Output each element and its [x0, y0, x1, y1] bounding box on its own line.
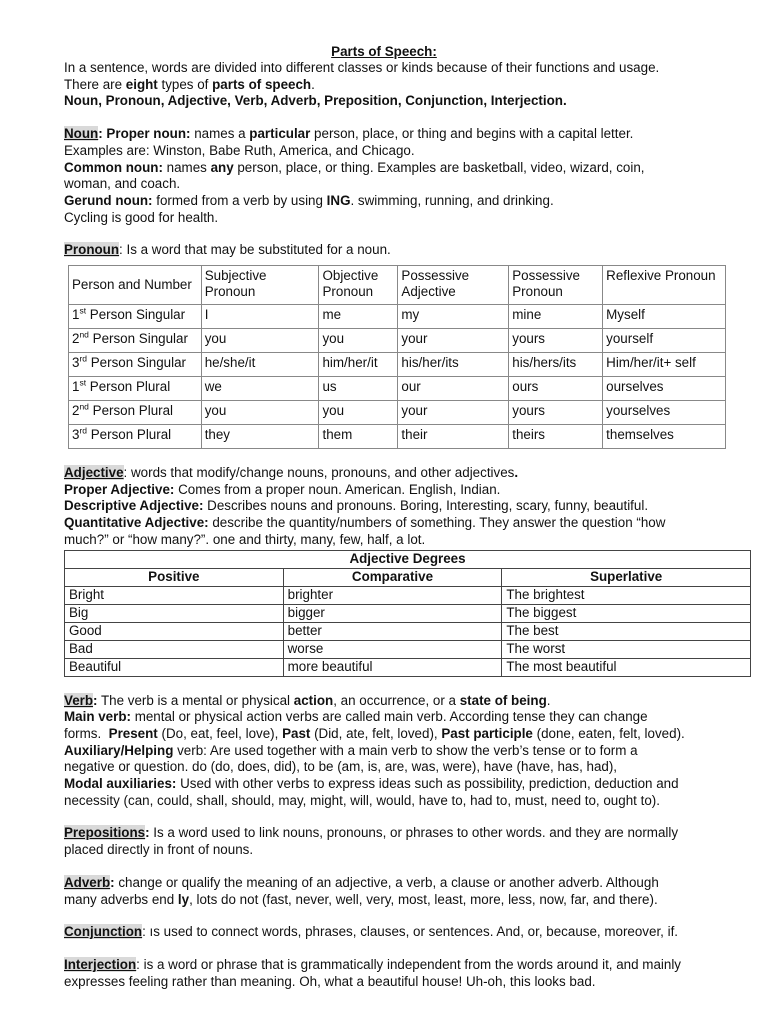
verb-text: (done, eaten, felt, loved).: [532, 725, 685, 741]
noun-proper: [64, 126, 704, 143]
pronoun-text: : Is a word that may be substituted for a noun.: [119, 242, 391, 258]
table-row: [69, 377, 726, 401]
person-cell: 1st Person Singular: [69, 305, 202, 329]
interjection-definition: [64, 957, 704, 974]
noun-text: person, place, or thing. Examples are basketball, video, wizard, coin,: [233, 159, 645, 175]
pronoun-cell: we: [201, 377, 319, 401]
adjective-header-cell: Positive: [65, 568, 284, 586]
pronoun-heading: Pronoun: [64, 242, 120, 258]
pronoun-cell: yourself: [603, 329, 726, 353]
pronoun-cell: my: [398, 305, 509, 329]
table-row: [69, 305, 726, 329]
pronoun-cell: Him/her/it+ self: [603, 353, 726, 377]
pronoun-cell: your: [398, 329, 509, 353]
intro-line-2: [64, 77, 704, 94]
adjective-heading: Adjective: [64, 465, 124, 481]
pronoun-table-header: [69, 266, 726, 305]
noun-gerund: [64, 193, 704, 210]
person-cell: 2nd Person Plural: [69, 401, 202, 425]
proper-adjective-label: Proper Adjective:: [64, 481, 175, 497]
adjective-cell: The worst: [502, 640, 751, 658]
verb-colon: :: [93, 692, 98, 708]
pronoun-cell: he/she/it: [201, 353, 319, 377]
pronoun-cell: yourselves: [603, 401, 726, 425]
pronoun-cell: you: [201, 329, 319, 353]
adjective-header-cell: Superlative: [502, 568, 751, 586]
adjective-quantitative: [64, 515, 704, 532]
pronoun-header-cell: Reflexive Pronoun: [603, 266, 726, 305]
adverb-definition-cont: [64, 892, 704, 909]
adjective-cell: more beautiful: [283, 658, 502, 676]
verb-text: (Do, eat, feel, love),: [157, 725, 283, 741]
adjective-descriptive: [64, 498, 704, 515]
pronoun-header-cell: Subjective Pronoun: [201, 266, 319, 305]
intro-text: types of: [157, 76, 213, 92]
pronoun-cell: their: [398, 425, 509, 449]
verb-definition: [64, 693, 704, 710]
pronoun-cell: themselves: [603, 425, 726, 449]
verb-modal: [64, 776, 704, 793]
verb-text: mental or physical action verbs are called main verb. According tense they can change: [130, 709, 648, 725]
past-label: Past: [282, 725, 311, 741]
adjective-cell: Bright: [65, 586, 284, 604]
adjective-cell: The best: [502, 622, 751, 640]
adverb-definition: [64, 875, 704, 892]
noun-text: . swimming, running, and drinking.: [350, 192, 554, 208]
pronoun-definition: [64, 242, 704, 259]
adverb-heading: Adverb: [64, 874, 111, 890]
noun-text: person, place, or thing and begins with a capital letter.: [310, 126, 634, 142]
adjective-proper: [64, 482, 704, 499]
present-label: Present: [108, 725, 158, 741]
verb-text: The verb is a mental or physical: [97, 692, 294, 708]
page-title: Parts of Speech:: [331, 44, 437, 59]
verb-text: , an occurrence, or a: [333, 692, 460, 708]
noun-common-cont: woman, and coach.: [64, 176, 181, 192]
noun-any: any: [210, 159, 234, 175]
verb-heading: Verb: [64, 692, 94, 708]
auxiliary-label: Auxiliary/Helping: [64, 742, 174, 758]
verb-auxiliary-cont: negative or question. do (do, does, did), to be (am, is, are, was, were), have (have, has, had),: [64, 759, 618, 775]
pronoun-header-cell: Objective Pronoun: [319, 266, 398, 305]
noun-particular: particular: [249, 126, 311, 142]
pronoun-cell: you: [319, 401, 398, 425]
verb-state: state of being: [459, 692, 547, 708]
noun-text: names a: [190, 126, 250, 142]
interjection-definition-cont: expresses feeling rather than meaning. Oh, what a beautiful house! Uh-oh, this looks bad.: [64, 973, 596, 989]
interjection-heading: Interjection: [64, 956, 137, 972]
adjective-cell: brighter: [283, 586, 502, 604]
adverb-text: change or qualify the meaning of an adjective, a verb, a clause or another adverb. Although: [114, 874, 659, 890]
noun-colon: :: [98, 126, 103, 142]
adjective-text: describe the quantity/numbers of something. They answer the question “how: [208, 515, 666, 531]
adjective-cell: worse: [283, 640, 502, 658]
table-row: [65, 604, 751, 622]
verb-action: action: [293, 692, 334, 708]
adjective-text: : words that modify/change nouns, pronouns, and other adjectives: [123, 465, 515, 481]
verb-text: forms.: [64, 725, 109, 741]
intro-parts: parts of speech: [212, 76, 312, 92]
pronoun-cell: you: [319, 329, 398, 353]
adjective-header-cell: Comparative: [283, 568, 502, 586]
noun-gerund-example: Cycling is good for health.: [64, 209, 219, 225]
person-cell: 3rd Person Plural: [69, 425, 202, 449]
quantitative-adjective-label: Quantitative Adjective:: [64, 515, 209, 531]
verb-text: verb: Are used together with a main verb to show the verb’s tense or to form a: [173, 742, 638, 758]
preposition-definition: [64, 825, 704, 842]
interjection-text: : is a word or phrase that is grammatically independent from the words around it, and mainly: [136, 956, 681, 972]
pronoun-header-cell: Possessive Pronoun: [509, 266, 603, 305]
adjective-cell: The brightest: [502, 586, 751, 604]
table-row: [65, 658, 751, 676]
pronoun-cell: you: [201, 401, 319, 425]
adjective-table-title: Adjective Degrees: [65, 550, 751, 568]
adverb-ly: ly: [177, 891, 190, 907]
table-row: [65, 640, 751, 658]
adjective-cell: The biggest: [502, 604, 751, 622]
pronoun-cell: I: [201, 305, 319, 329]
pronoun-cell: him/her/it: [319, 353, 398, 377]
pronoun-header-cell: Possessive Adjective: [398, 266, 509, 305]
table-row: [69, 329, 726, 353]
preposition-text: Is a word used to link nouns, pronouns, or phrases to other words. and they are normally: [149, 825, 679, 841]
adjective-cell: Big: [65, 604, 284, 622]
pronoun-cell: us: [319, 377, 398, 401]
table-row: [69, 425, 726, 449]
table-row: [65, 622, 751, 640]
intro-text: .: [311, 76, 315, 92]
verb-forms: [64, 726, 704, 743]
common-noun-label: Common noun:: [64, 159, 163, 175]
verb-text: .: [546, 692, 551, 708]
table-header-row: [65, 568, 751, 586]
preposition-colon: :: [145, 825, 150, 841]
verb-text: (Did, ate, felt, loved),: [310, 725, 442, 741]
adjective-text: Comes from a proper noun. American. English, Indian.: [174, 481, 501, 497]
adverb-text: many adverbs end: [64, 891, 178, 907]
descriptive-adjective-label: Descriptive Adjective:: [64, 498, 204, 514]
table-title-row: [65, 550, 751, 568]
pronoun-cell: me: [319, 305, 398, 329]
adjective-cell: better: [283, 622, 502, 640]
adverb-colon: :: [110, 874, 115, 890]
person-cell: 1st Person Plural: [69, 377, 202, 401]
adjective-degrees-table: [64, 550, 751, 677]
pronoun-cell: our: [398, 377, 509, 401]
pronoun-header-cell: Person and Number: [69, 266, 202, 305]
intro-line-1: In a sentence, words are divided into different classes or kinds because of their functions and usage.: [64, 60, 660, 75]
proper-noun-label: Proper noun:: [106, 126, 191, 142]
past-participle-label: Past participle: [441, 725, 533, 741]
modal-label: Modal auxiliaries:: [64, 776, 177, 792]
person-cell: 2nd Person Singular: [69, 329, 202, 353]
preposition-heading: Prepositions: [64, 825, 146, 841]
pronoun-cell: theirs: [509, 425, 603, 449]
adjective-cell: bigger: [283, 604, 502, 622]
noun-heading: Noun: [64, 126, 99, 142]
adjective-cell: Beautiful: [65, 658, 284, 676]
adjective-definition: [64, 465, 704, 482]
adverb-text: , lots do not (fast, never, well, very, most, least, more, less, now, far, and there).: [189, 891, 658, 907]
adjective-cell: Good: [65, 622, 284, 640]
parts-list: Noun, Pronoun, Adjective, Verb, Adverb, Preposition, Conjunction, Interjection.: [64, 93, 567, 109]
pronoun-cell: ours: [509, 377, 603, 401]
pronoun-cell: mine: [509, 305, 603, 329]
table-row: [69, 401, 726, 425]
intro-text: There are: [64, 76, 126, 92]
pronoun-cell: Myself: [603, 305, 726, 329]
verb-main: [64, 709, 704, 726]
noun-text: formed from a verb by using: [152, 192, 327, 208]
main-verb-label: Main verb:: [64, 709, 131, 725]
pronoun-cell: they: [201, 425, 319, 449]
noun-proper-examples: Examples are: Winston, Babe Ruth, America, and Chicago.: [64, 142, 415, 158]
noun-text: names: [162, 159, 211, 175]
pronoun-cell: his/her/its: [398, 353, 509, 377]
gerund-noun-label: Gerund noun:: [64, 192, 153, 208]
adjective-text: Describes nouns and pronouns. Boring, Interesting, scary, funny, beautiful.: [203, 498, 649, 514]
conjunction-text: : ıs used to connect words, phrases, clauses, or sentences. And, or, because, moreover, if.: [142, 924, 679, 940]
adjective-quantitative-cont: much?” or “how many?”. one and thirty, many, few, half, a lot.: [64, 531, 426, 547]
pronoun-cell: them: [319, 425, 398, 449]
table-row: [69, 353, 726, 377]
noun-ing: ING: [326, 192, 351, 208]
pronoun-cell: yours: [509, 329, 603, 353]
table-row: [65, 586, 751, 604]
pronoun-cell: ourselves: [603, 377, 726, 401]
verb-auxiliary: [64, 743, 704, 760]
preposition-definition-cont: placed directly in front of nouns.: [64, 842, 254, 858]
verb-modal-cont: necessity (can, could, shall, should, may, might, will, would, have to, had to, must, need to, ought to).: [64, 792, 660, 808]
adjective-cell: Bad: [65, 640, 284, 658]
verb-text: Used with other verbs to express ideas such as possibility, prediction, deduction and: [176, 776, 679, 792]
conjunction-heading: Conjunction: [64, 924, 143, 940]
pronoun-cell: your: [398, 401, 509, 425]
pronoun-cell: his/hers/its: [509, 353, 603, 377]
intro-list: [64, 93, 704, 110]
conjunction-definition: [64, 924, 704, 941]
adjective-cell: The most beautiful: [502, 658, 751, 676]
noun-common: [64, 160, 704, 177]
intro-eight: eight: [125, 76, 158, 92]
adjective-dot: .: [514, 465, 519, 481]
person-cell: 3rd Person Singular: [69, 353, 202, 377]
pronoun-cell: yours: [509, 401, 603, 425]
pronoun-table: [68, 265, 726, 449]
